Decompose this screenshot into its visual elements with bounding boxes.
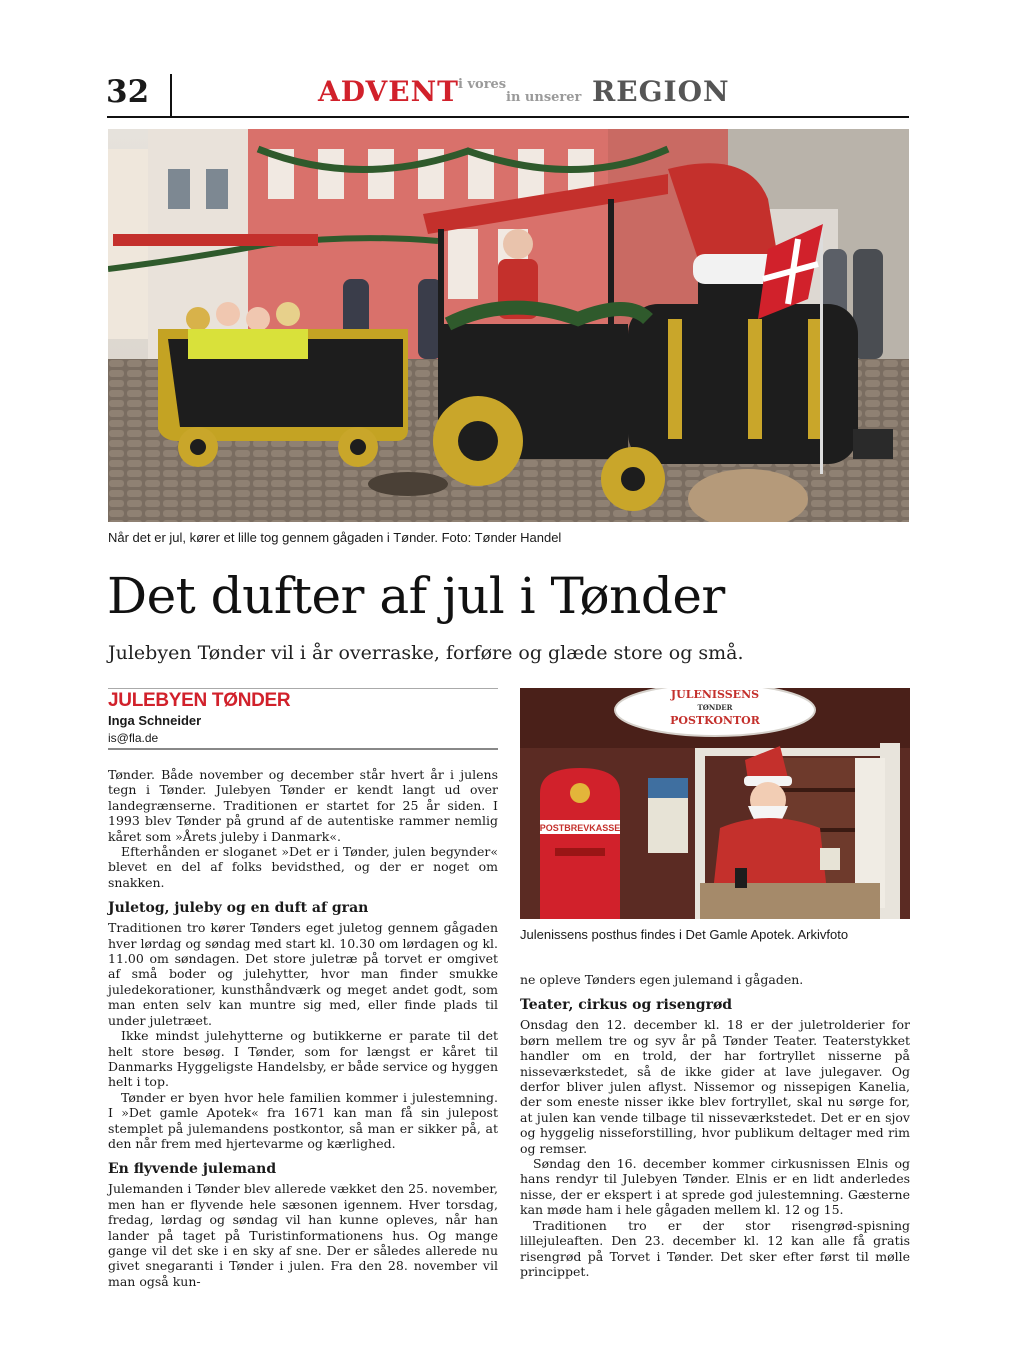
sign-line-3: POSTKONTOR [670, 714, 760, 727]
paragraph: Efterhånden er sloganet »Det er i Tønder, julen begynder« blevet en del af folks bevidsthed, og der er noget om snakken. [108, 844, 498, 890]
author-email[interactable]: is@fla.de [108, 731, 159, 745]
paragraph: Traditionen tro er der stor risengrød-spisning lillejuleaften. Den 23. december kl. 12 kan alle få gratis risengrød på Torvet i Tønder. Det sker efter først til mølle princippet. [520, 1217, 910, 1279]
paragraph: Julemanden i Tønder blev allerede vækket den 25. november, men han er flyvende hele sæsonen igennem. Hver torsdag, fredag, lørdag og søndag vil han kunne opleves, når han lander på taget på Turistinformationens hus. Og mange gange vil det ske i en sky af sne. Der er således allerede nu givet snegaranti i Tønder i julen. Fra den 28. november vil man også kun- [108, 1181, 498, 1289]
paragraph: Traditionen tro kører Tønders eget juletog gennem gågaden hver lørdag og søndag med start kl. 10.30 om lørdagen og kl. 11.00 om søndagen. Det store juletræ på torvet er omgivet af små boder og julehytter, hvor man finder smukke juledekorationer, kunsthåndværk og meget andet godt, som man enten selv kan muntre sig med, eller finde plads til under juletræet. [108, 920, 498, 1028]
section-title-advent: ADVENT [318, 75, 460, 108]
paragraph: Onsdag den 12. december kl. 18 er der juletrolderier for børn mellem tre og syv år på Tønder Teater. Teaterstykket handler om en trold, der har fortryllet nisserne på nisseværkstedet, så de ikke gider at lave julegaver. Og derfor bliver julen aflyst. Nissemor og nissepigen Kanelia, der som eneste nisser ikke blev fortryllet, skal nu sørge for, at julen kan vende tilbage til nisseværkstedet. Det er en sjov og hyggelig nisseforstilling, hvor publikum deltager med rim og remser. [520, 1017, 910, 1156]
page-number: 32 [106, 74, 150, 110]
section-subtitle-danish: i vores [458, 77, 507, 92]
article-headline: Det dufter af jul i Tønder [107, 567, 725, 625]
paragraph: ne opleve Tønders egen julemand i gågaden. [520, 972, 804, 987]
christmas-train-photo [108, 129, 909, 522]
sign-line-2: TØNDER [697, 703, 733, 712]
byline-rule-top [108, 688, 498, 689]
section-heading: Teater, cirkus og risengrød [520, 997, 733, 1014]
section-heading: Juletog, juleby og en duft af gran [108, 900, 369, 917]
paragraph: Tønder. Både november og december står hvert år i julens tegn i Tønder. Julebyen Tønder er kendt langt ud over landegrænserne. Traditionen er startet for 25 år siden. I 1993 blev Tønder på grund af de autentiske rammer nemlig kåret som »Årets juleby i Danmark«. [108, 767, 498, 844]
section-title-region: REGION [592, 75, 730, 108]
header-divider [170, 74, 172, 116]
section-subtitle-german: in unserer [506, 90, 582, 105]
christmas-train-illustration [108, 129, 909, 522]
author-name: Inga Schneider [108, 713, 202, 728]
header-rule [107, 116, 909, 118]
article-subheadline: Julebyen Tønder vil i år overraske, forføre og glæde store og små. [108, 642, 744, 664]
sign-line-1: JULENISSENS [670, 688, 760, 701]
santa-post-office-illustration [520, 688, 910, 919]
article-column-left [108, 767, 498, 1289]
byline-rule-bottom [108, 748, 498, 750]
section-heading: En flyvende julemand [108, 1161, 277, 1178]
santa-post-office-photo [520, 688, 910, 919]
photo-caption: Når det er jul, kører et lille tog gennem gågaden i Tønder. Foto: Tønder Handel [108, 530, 562, 545]
section-subtitle [458, 78, 581, 104]
article-kicker: JULEBYEN TØNDER [108, 690, 291, 711]
paragraph: Tønder er byen hvor hele familien kommer i julestemning. I »Det gamle Apotek« fra 1671 kan man få sin julepost stemplet på julemandens postkontor, så man er sikker på, at den når frem med hjertevarme og kærlighed. [108, 1089, 498, 1151]
article-column-right [520, 972, 910, 1279]
paragraph: Søndag den 16. december kommer cirkusnissen Elnis og hans rendyr til Julebyen Tønder. Elnis er en lidt anderledes nisse, der er ekspert i at sprede god julestemning. Gæsterne kan møde ham i hele gågaden mellem kl. 12 og 15. [520, 1156, 910, 1218]
photo-caption: Julenissens posthus findes i Det Gamle Apotek. Arkivfoto [520, 927, 849, 942]
paragraph: Ikke mindst julehytterne og butikkerne er parate til det helt store besøg. I Tønder, som for længst er kåret til Danmarks Hyggeligste Handelsby, er både service og hyggen helt i top. [108, 1028, 498, 1090]
mailbox-label: POSTBREVKASSE [539, 823, 621, 833]
